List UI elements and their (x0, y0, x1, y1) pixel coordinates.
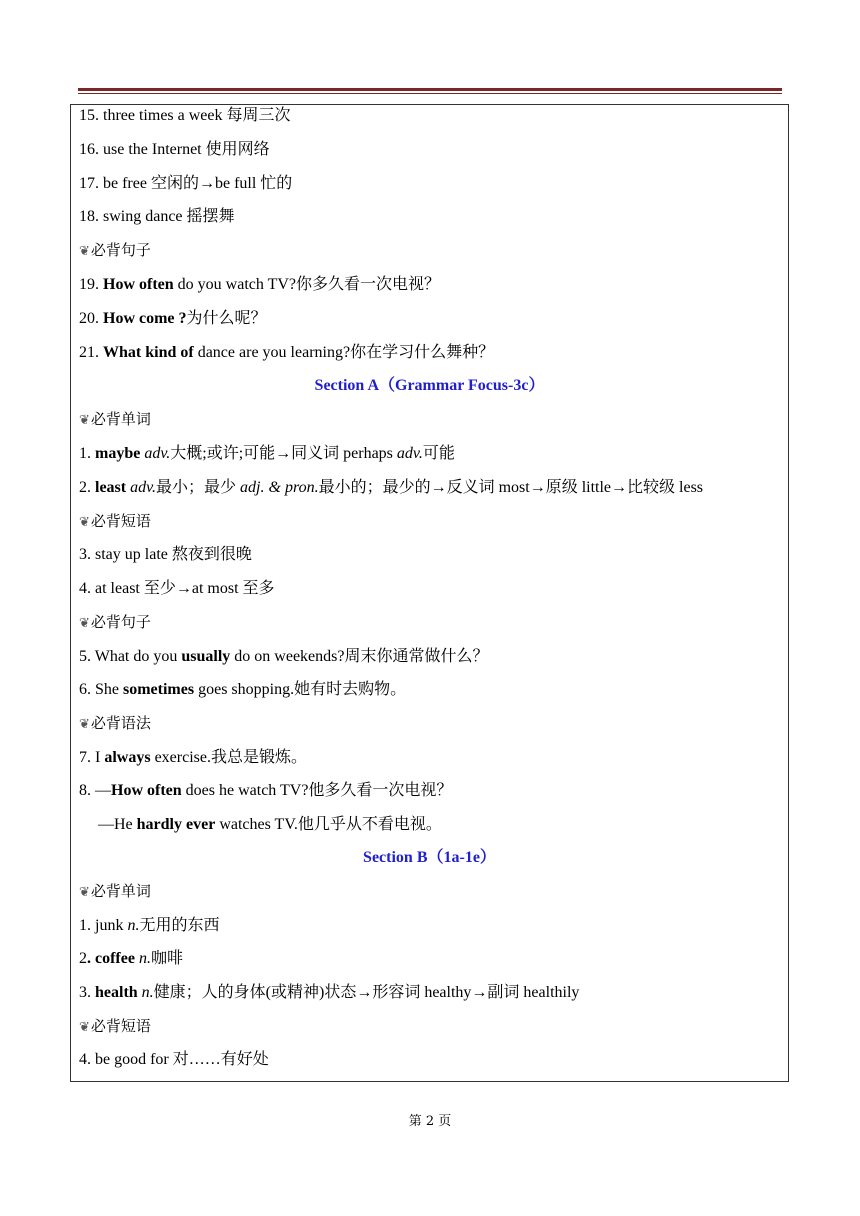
leaf-icon: ❦ (79, 616, 90, 631)
category-label: 必背短语 (90, 512, 151, 530)
category-sentences (79, 233, 151, 267)
phrase-line: 3. stay up late 熬夜到很晚 (79, 546, 252, 563)
leaf-icon: ❦ (79, 244, 90, 259)
word-line: 3. health n.健康；人的身体(或精神)状态→形容词 healthy→副词 healthily (79, 984, 580, 1001)
header-rule-thick (78, 88, 782, 91)
sentence-line: 5. What do you usually do on weekends?周末你通常做什么？ (79, 648, 489, 665)
word-line: 2. coffee n.咖啡 (79, 950, 183, 967)
leaf-icon: ❦ (79, 1020, 90, 1035)
word-line: 1. junk n.无用的东西 (79, 917, 220, 934)
category-words (79, 874, 151, 908)
phrase-line: 18. swing dance 摇摆舞 (79, 208, 235, 225)
category-label: 必背句子 (90, 613, 151, 631)
category-label: 必背单词 (90, 882, 151, 900)
header-rule-thin (78, 93, 782, 94)
category-grammar (79, 706, 151, 740)
category-sentences (79, 605, 151, 639)
category-label: 必背语法 (90, 714, 151, 732)
sentence-line: 19. How often do you watch TV?你多久看一次电视？ (79, 276, 441, 293)
phrase-line: 4. be good for 对……有好处 (79, 1051, 269, 1068)
phrase-line: 15. three times a week 每周三次 (79, 107, 291, 124)
word-line: 1. maybe adv.大概;或许;可能→同义词 perhaps adv.可能 (79, 445, 455, 462)
category-label: 必背句子 (90, 241, 151, 259)
grammar-line: —He hardly ever watches TV.他几乎从不看电视。 (98, 816, 442, 833)
phrase-line: 16. use the Internet 使用网络 (79, 141, 270, 158)
grammar-line: 8. —How often does he watch TV?他多久看一次电视？ (79, 782, 453, 799)
sentence-line: 21. What kind of dance are you learning?你在学习什么舞种？ (79, 344, 495, 361)
leaf-icon: ❦ (79, 413, 90, 428)
phrase-line: 17. be free 空闲的→be full 忙的 (79, 175, 293, 192)
leaf-icon: ❦ (79, 885, 90, 900)
category-label: 必背单词 (90, 410, 151, 428)
sentence-line: 6. She sometimes goes shopping.她有时去购物。 (79, 681, 407, 698)
category-phrases (79, 1009, 151, 1043)
grammar-line: 7. I always exercise.我总是锻炼。 (79, 749, 307, 766)
category-label: 必背短语 (90, 1017, 151, 1035)
section-b-heading: Section B（1a-1e） (363, 849, 496, 866)
section-a-heading: Section A（Grammar Focus-3c） (314, 377, 545, 394)
leaf-icon: ❦ (79, 515, 90, 530)
sentence-line: 20. How come ?为什么呢？ (79, 310, 267, 327)
leaf-icon: ❦ (79, 717, 90, 732)
phrase-line: 4. at least 至少→at most 至多 (79, 580, 275, 597)
word-line: 2. least adv.最小；最少 adj. & pron.最小的；最少的→反义词 most→原级 little→比较级 less (79, 479, 704, 496)
category-phrases (79, 504, 151, 538)
category-words (79, 402, 151, 436)
page-number: 第 2 页 (408, 1114, 452, 1129)
